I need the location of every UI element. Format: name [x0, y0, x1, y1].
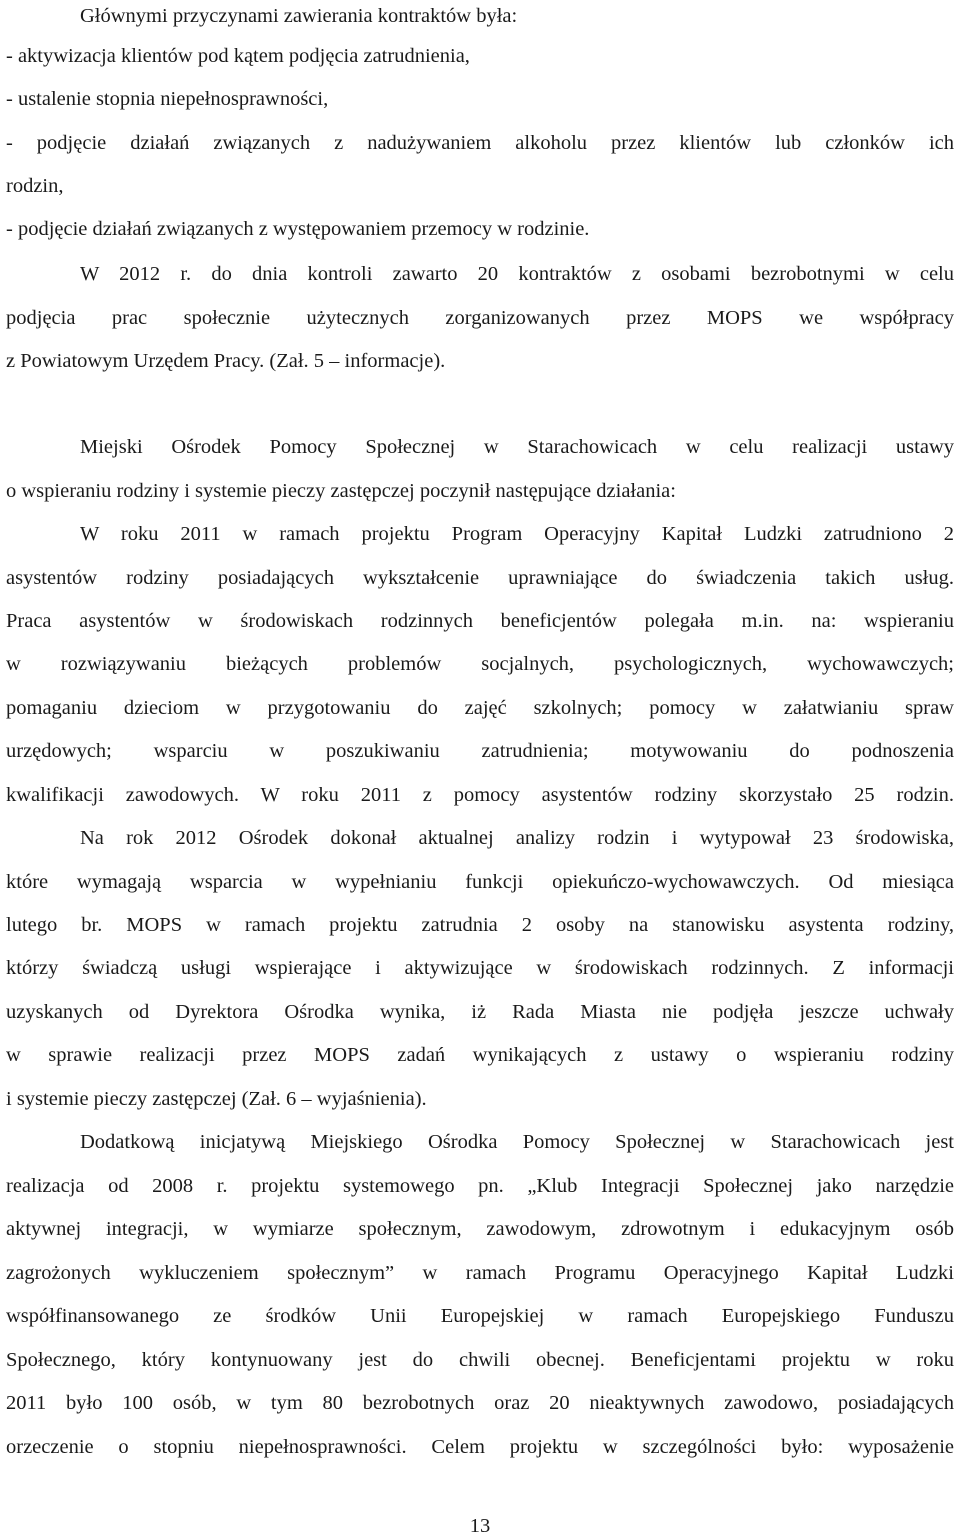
text-line: Głównymi przyczynami zawierania kontraktów była:	[80, 5, 518, 27]
text-line: aktywnej integracji, w wymiarze społecznym, zawodowym, zdrowotnym i edukacyjnym osób	[6, 1218, 954, 1240]
text-line: zagrożonych wykluczeniem społecznym” w ramach Programu Operacyjnego Kapitał Ludzki	[6, 1262, 954, 1284]
text-line: które wymagają wsparcia w wypełnianiu funkcji opiekuńczo-wychowawczych. Od miesiąca	[6, 871, 954, 893]
text-line: którzy świadczą usługi wspierające i aktywizujące w środowiskach rodzinnych. Z informacji	[6, 957, 954, 979]
text-line: Miejski Ośrodek Pomocy Społecznej w Starachowicach w celu realizacji ustawy	[80, 436, 954, 458]
text-line: w rozwiązywaniu bieżących problemów socjalnych, psychologicznych, wychowawczych;	[6, 653, 954, 675]
text-line: rodzin,	[6, 175, 64, 197]
text-line: 2011 było 100 osób, w tym 80 bezrobotnych oraz 20 nieaktywnych zawodowo, posiadających	[6, 1392, 954, 1414]
text-line: współfinansowanego ze środków Unii Europejskiej w ramach Europejskiego Funduszu	[6, 1305, 954, 1327]
text-line: asystentów rodziny posiadających wykształcenie uprawniające do świadczenia takich usług.	[6, 567, 954, 589]
text-line: orzeczenie o stopniu niepełnosprawności. Celem projektu w szczególności było: wyposażenie	[6, 1436, 954, 1458]
text-line: Na rok 2012 Ośrodek dokonał aktualnej analizy rodzin i wytypował 23 środowiska,	[80, 827, 954, 849]
text-line: - podjęcie działań związanych z występowaniem przemocy w rodzinie.	[6, 218, 590, 240]
text-line: i systemie pieczy zastępczej (Zał. 6 – wyjaśnienia).	[6, 1088, 427, 1110]
page-number: 13	[469, 1515, 491, 1537]
text-line: realizacja od 2008 r. projektu systemowego pn. „Klub Integracji Społecznej jako narzędzie	[6, 1175, 954, 1197]
text-line: - podjęcie działań związanych z nadużywaniem alkoholu przez klientów lub członków ich	[6, 132, 954, 154]
text-line: Społecznego, który kontynuowany jest do chwili obecnej. Beneficjentami projektu w roku	[6, 1349, 954, 1371]
text-line: w sprawie realizacji przez MOPS zadań wynikających z ustawy o wspieraniu rodziny	[6, 1044, 954, 1066]
text-line: Praca asystentów w środowiskach rodzinnych beneficjentów polegała m.in. na: wspieraniu	[6, 610, 954, 632]
text-line: uzyskanych od Dyrektora Ośrodka wynika, iż Rada Miasta nie podjęła jeszcze uchwały	[6, 1001, 954, 1023]
text-line: z Powiatowym Urzędem Pracy. (Zał. 5 – informacje).	[6, 350, 446, 372]
text-line: pomaganiu dzieciom w przygotowaniu do zajęć szkolnych; pomocy w załatwianiu spraw	[6, 697, 954, 719]
text-line: - ustalenie stopnia niepełnosprawności,	[6, 88, 329, 110]
text-line: o wspieraniu rodziny i systemie pieczy zastępczej poczynił następujące działania:	[6, 480, 676, 502]
document-page	[6, 0, 954, 1537]
text-line: podjęcia prac społecznie użytecznych zorganizowanych przez MOPS we współpracy	[6, 307, 954, 329]
text-line: Dodatkową inicjatywą Miejskiego Ośrodka Pomocy Społecznej w Starachowicach jest	[80, 1131, 954, 1153]
text-line: W roku 2011 w ramach projektu Program Operacyjny Kapitał Ludzki zatrudniono 2	[80, 523, 954, 545]
text-line: urzędowych; wsparciu w poszukiwaniu zatrudnienia; motywowaniu do podnoszenia	[6, 740, 954, 762]
text-line: W 2012 r. do dnia kontroli zawarto 20 kontraktów z osobami bezrobotnymi w celu	[80, 263, 954, 285]
text-line: - aktywizacja klientów pod kątem podjęcia zatrudnienia,	[6, 45, 470, 67]
text-line: lutego br. MOPS w ramach projektu zatrudnia 2 osoby na stanowisku asystenta rodziny,	[6, 914, 954, 936]
text-line: kwalifikacji zawodowych. W roku 2011 z pomocy asystentów rodziny skorzystało 25 rodzin.	[6, 784, 954, 806]
